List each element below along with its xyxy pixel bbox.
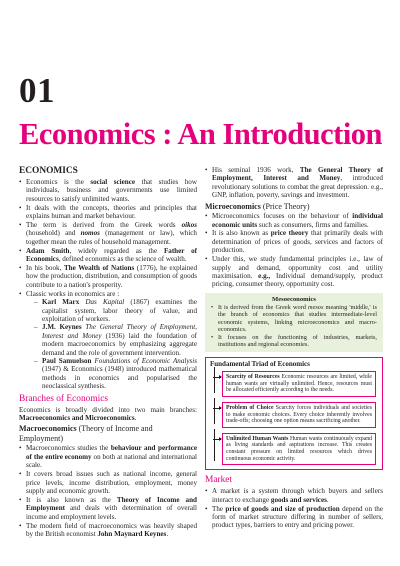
section-heading-economics: ECONOMICS: [19, 166, 78, 176]
arrow-icon: [213, 439, 221, 440]
section-heading-market: Market: [205, 475, 233, 486]
triad-item-scarcity: Scarcity of Resources Economic resources are limited, while human wants are virtually unlimited. Hence, resources must be allocated efficiently according to the needs.: [222, 371, 376, 397]
list-item: • Adam Smith, widely regarded as the Father of Economics, defined economics as the science of wealth.: [19, 247, 197, 264]
keynes-bullets: [205, 166, 383, 200]
economics-bullets: [19, 178, 197, 391]
list-item: • The price of goods and size of production depend on the form of market structure differing in number of sellers, product types, barriers to entry and pricing power.: [205, 505, 383, 530]
right-column: [205, 166, 383, 530]
list-item: • A market is a system through which buyers and sellers interact to exchange goods and services.: [205, 487, 383, 504]
mesoeconomics-box: [205, 293, 383, 352]
list-item: • Macroeconomics studies the behaviour and performance of the entire economy on both at national and international scale.: [19, 444, 197, 469]
list-item: • The modern field of macroeconomics was heavily shaped by the British economist John Maynard Keynes.: [19, 522, 197, 539]
branches-intro: Economics is broadly divided into two main branches: Macroeconomics and Microeconomics.: [19, 405, 197, 423]
chapter-title: Economics : An Introduction: [19, 117, 382, 151]
chapter-number: 01: [19, 71, 55, 110]
list-item: • Under this, we study fundamental principles i.e., law of supply and demand, opportunity cost and utility maximisation. e.g., Individual demand/supply, product pricing, consumer theory, opportunity cost.: [205, 255, 383, 289]
list-item: – Karl Marx Das Kapital (1867) examines the capitalist system, labor theory of value, and exploitation of workers.: [34, 298, 197, 323]
left-column: [19, 166, 197, 539]
list-item: • His seminal 1936 work, The General Theory of Employment, Interest and Money, introduced revolutionary solutions to combat the great depression. e.g., GNP, inflation, poverty, savings and investment.: [205, 166, 383, 200]
arrow-icon: [213, 408, 221, 409]
arrow-icon: [213, 377, 221, 378]
list-item: • The term is derived from the Greek words oikos (household) and nomos (management or law), which together mean the rules of household management.: [19, 221, 197, 246]
classic-works-list: [26, 298, 197, 390]
connector-line: [214, 398, 223, 424]
list-item: • It focuses on the functioning of industries, markets, institutions and regional economies.: [211, 334, 377, 349]
market-bullets: [205, 487, 383, 530]
list-item: • Microeconomics focuses on the behaviour of individual economic units such as consumers, firms and families.: [205, 212, 383, 229]
list-item: • It is derived from the Greek word mesos meaning 'middle,' is the branch of economics that studies intermediate-level economic systems, linking microeconomics and macro-economics.: [211, 304, 377, 333]
macroeconomics-heading: Macroeconomics (Theory of Income and Employment): [19, 424, 153, 443]
triad-item-choice: Problem of Choice Scarcity forces individuals and societies to make economic choices. Every choice inherently involves trade-offs; choosing one option means sacrificing another.: [222, 402, 376, 428]
macro-bullets: [19, 444, 197, 538]
list-item: • Economics is the social science that studies how individuals, business and governments use limited resources to satisfy unlimited wants.: [19, 178, 197, 203]
list-item: – Paul Samuelson Foundations of Economic Analysis (1947) & Economics (1948) introduced mathematical methods in economics and popularised the neoclassical synthesis.: [34, 357, 197, 391]
list-item: • Classic works in economics are : – Karl Marx Das Kapital (1867) examines the capitalist system, labor theory of value, and exploitation of workers. – J.M. Keynes The General Theory of Employment, Interest and Money (1936) laid the foundation of modern macroeconomics by emphasizing aggregate demand and the role of government intervention. – Paul Samuelson Foundations of Economic Analysis (1947) & Economics (1948) introduced mathematical methods in economics and popularised the neoclassical synthesis.: [19, 290, 197, 391]
fundamental-triad-box: [205, 357, 383, 470]
triad-item-wants: Unlimited Human Wants Human wants continuously expand as living standards and aspirations increase. This creates constant pressure on limited resources which drives continuous economic activity.: [222, 433, 376, 465]
list-item: • It is also known as price theory that primarily deals with determination of prices of goods, services and factors of production.: [205, 229, 383, 254]
section-heading-branches: Branches of Economics: [19, 393, 109, 404]
list-item: • It is also known as the Theory of Income and Employment and deals with determination of overall income and employment levels.: [19, 496, 197, 521]
mesoeconomics-title: Mesoeconomics: [272, 295, 316, 303]
micro-bullets: [205, 212, 383, 289]
connector-line: [214, 367, 223, 393]
triad-title: Fundamental Triad of Economics: [210, 359, 310, 368]
microeconomics-heading: Microeconomics (Price Theory): [205, 201, 310, 211]
list-item: – J.M. Keynes The General Theory of Employment, Interest and Money (1936) laid the foundation of modern macroeconomics by emphasizing aggregate demand and the role of government intervention.: [34, 323, 197, 357]
list-item: • It covers broad issues such as national income, general price levels, income distribution, employment, money supply and economic growth.: [19, 470, 197, 495]
list-item: • In his book, The Wealth of Nations (1776), he explained how the production, distribution, and consumption of goods contribute to a nation's prosperity.: [19, 264, 197, 289]
list-item: • It deals with the concepts, theories and principles that explains human and market behaviour.: [19, 204, 197, 221]
connector-line: [214, 429, 223, 461]
